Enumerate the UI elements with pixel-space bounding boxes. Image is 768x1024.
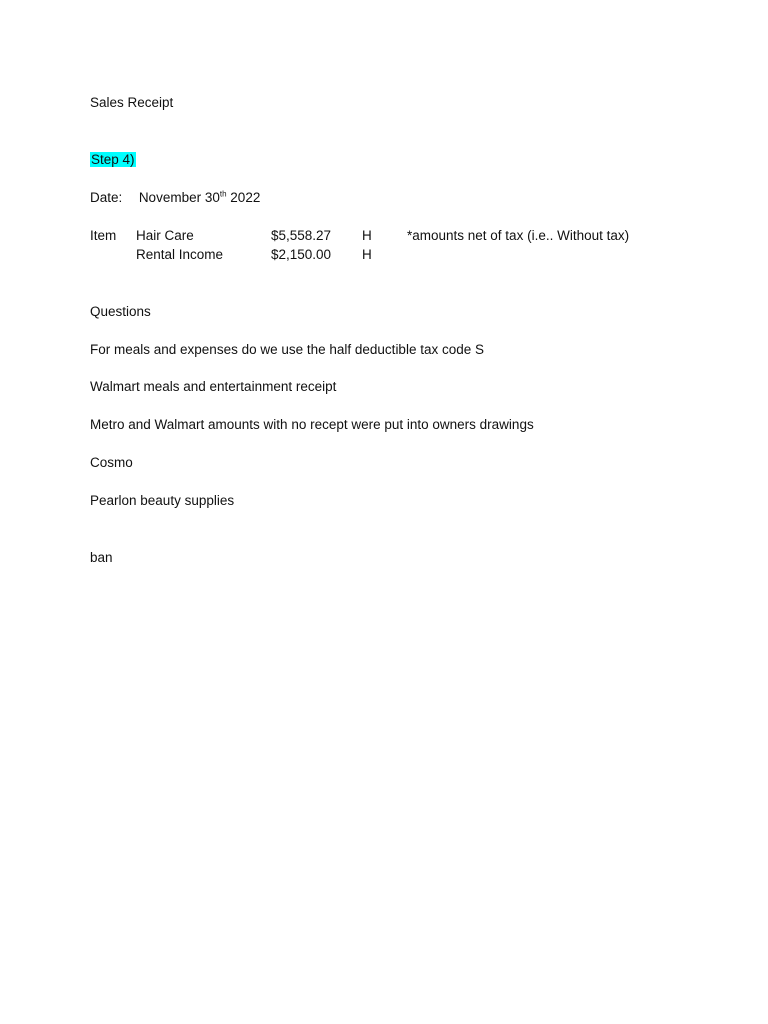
questions-heading: Questions (90, 304, 151, 319)
document-title: Sales Receipt (90, 95, 174, 110)
question-line-5: Pearlon beauty supplies (90, 493, 235, 508)
date-label: Date: (90, 190, 123, 205)
question-line-3: Metro and Walmart amounts with no recept were put into owners drawings (90, 417, 534, 432)
date-line (90, 189, 260, 207)
question-line-4: Cosmo (90, 455, 133, 470)
item-note: *amounts net of tax (i.e.. Without tax) (407, 228, 630, 243)
item-row-2-code: H (362, 247, 372, 262)
date-month-day: November 30 (138, 190, 220, 205)
item-row-1-amount: $5,558.27 (271, 228, 332, 243)
date-year: 2022 (230, 190, 261, 205)
item-row-1-name: Hair Care (136, 228, 194, 243)
item-row-2-amount: $2,150.00 (271, 247, 332, 262)
item-row-1-code: H (362, 228, 372, 243)
question-line-2: Walmart meals and entertainment receipt (90, 379, 337, 394)
trailing-text: ban (90, 550, 113, 565)
step-label (90, 151, 136, 169)
date-suffix: th (219, 189, 227, 199)
item-label: Item (90, 228, 117, 243)
item-row-2-name: Rental Income (136, 247, 224, 262)
question-line-1: For meals and expenses do we use the half deductible tax code S (90, 342, 484, 357)
step-highlight: Step 4) (91, 152, 135, 167)
